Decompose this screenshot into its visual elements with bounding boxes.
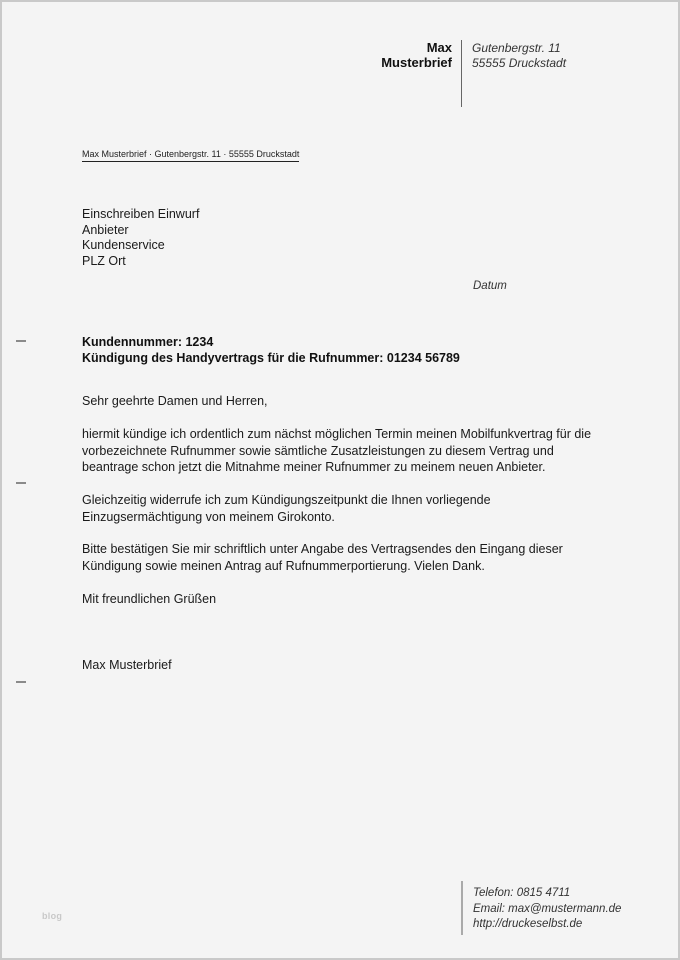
footer-email: Email: max@mustermann.de <box>473 902 622 915</box>
sender-address <box>472 41 566 71</box>
signature-name: Max Musterbrief <box>82 658 172 672</box>
paragraph-line: Gleichzeitig widerrufe ich zum Kündigungszeitpunkt die Ihnen vorliegende <box>82 493 491 507</box>
recipient-address <box>82 207 199 269</box>
sender-last-name: Musterbrief <box>381 55 452 70</box>
subject-line: Kündigung des Handyvertrags für die Rufnummer: 01234 56789 <box>82 351 460 365</box>
salutation-text: Sehr geehrte Damen und Herren, <box>82 394 268 408</box>
recipient-line: Einschreiben Einwurf <box>82 207 200 221</box>
footer-phone: Telefon: 0815 4711 <box>473 887 571 899</box>
return-address: Max Musterbrief · Gutenbergstr. 11 · 55555 Druckstadt <box>82 149 299 162</box>
sender-first-name: Max <box>426 40 452 55</box>
recipient-line: Kundenservice <box>82 238 165 252</box>
paragraph-line: vorbezeichnete Rufnummer sowie sämtliche Zusatzleistungen zu diesem Vertrag und <box>82 443 554 458</box>
signature <box>82 657 642 674</box>
header-divider <box>461 40 462 107</box>
paragraph-3 <box>82 541 642 574</box>
closing <box>82 591 642 608</box>
customer-number: Kundennummer: 1234 <box>82 335 214 349</box>
paragraph-1 <box>82 426 642 476</box>
watermark: blog <box>42 911 63 921</box>
footer-website: http://druckeselbst.de <box>473 918 583 930</box>
punch-mark-middle <box>16 482 26 484</box>
paragraph-2 <box>82 492 642 525</box>
sender-street: Gutenbergstr. 11 <box>472 41 561 55</box>
fold-mark-bottom <box>16 681 26 683</box>
paragraph-line: Einzugsermächtigung von meinem Girokonto. <box>82 509 335 524</box>
paragraph-line: Kündigung sowie meinen Antrag auf Rufnummerportierung. Vielen Dank. <box>82 558 485 573</box>
paragraph-line: hiermit kündige ich ordentlich zum nächst möglichen Termin meinen Mobilfunkvertrag für die <box>82 427 592 441</box>
paragraph-line: beantrage schon jetzt die Mitnahme meiner Rufnummer zu meinem neuen Anbieter. <box>82 460 546 474</box>
date-field: Datum <box>473 280 507 292</box>
closing-text: Mit freundlichen Grüßen <box>82 592 217 606</box>
sender-name <box>342 40 452 70</box>
salutation <box>82 393 642 410</box>
paragraph-line: Bitte bestätigen Sie mir schriftlich unter Angabe des Vertragsendes den Eingang dieser <box>82 542 563 556</box>
recipient-line: PLZ Ort <box>82 253 126 268</box>
sender-city: 55555 Druckstadt <box>472 56 567 70</box>
fold-mark-top <box>16 340 26 342</box>
subject-block <box>82 334 460 366</box>
recipient-line: Anbieter <box>82 222 129 237</box>
footer-divider <box>461 881 463 935</box>
footer-contact <box>473 886 621 933</box>
